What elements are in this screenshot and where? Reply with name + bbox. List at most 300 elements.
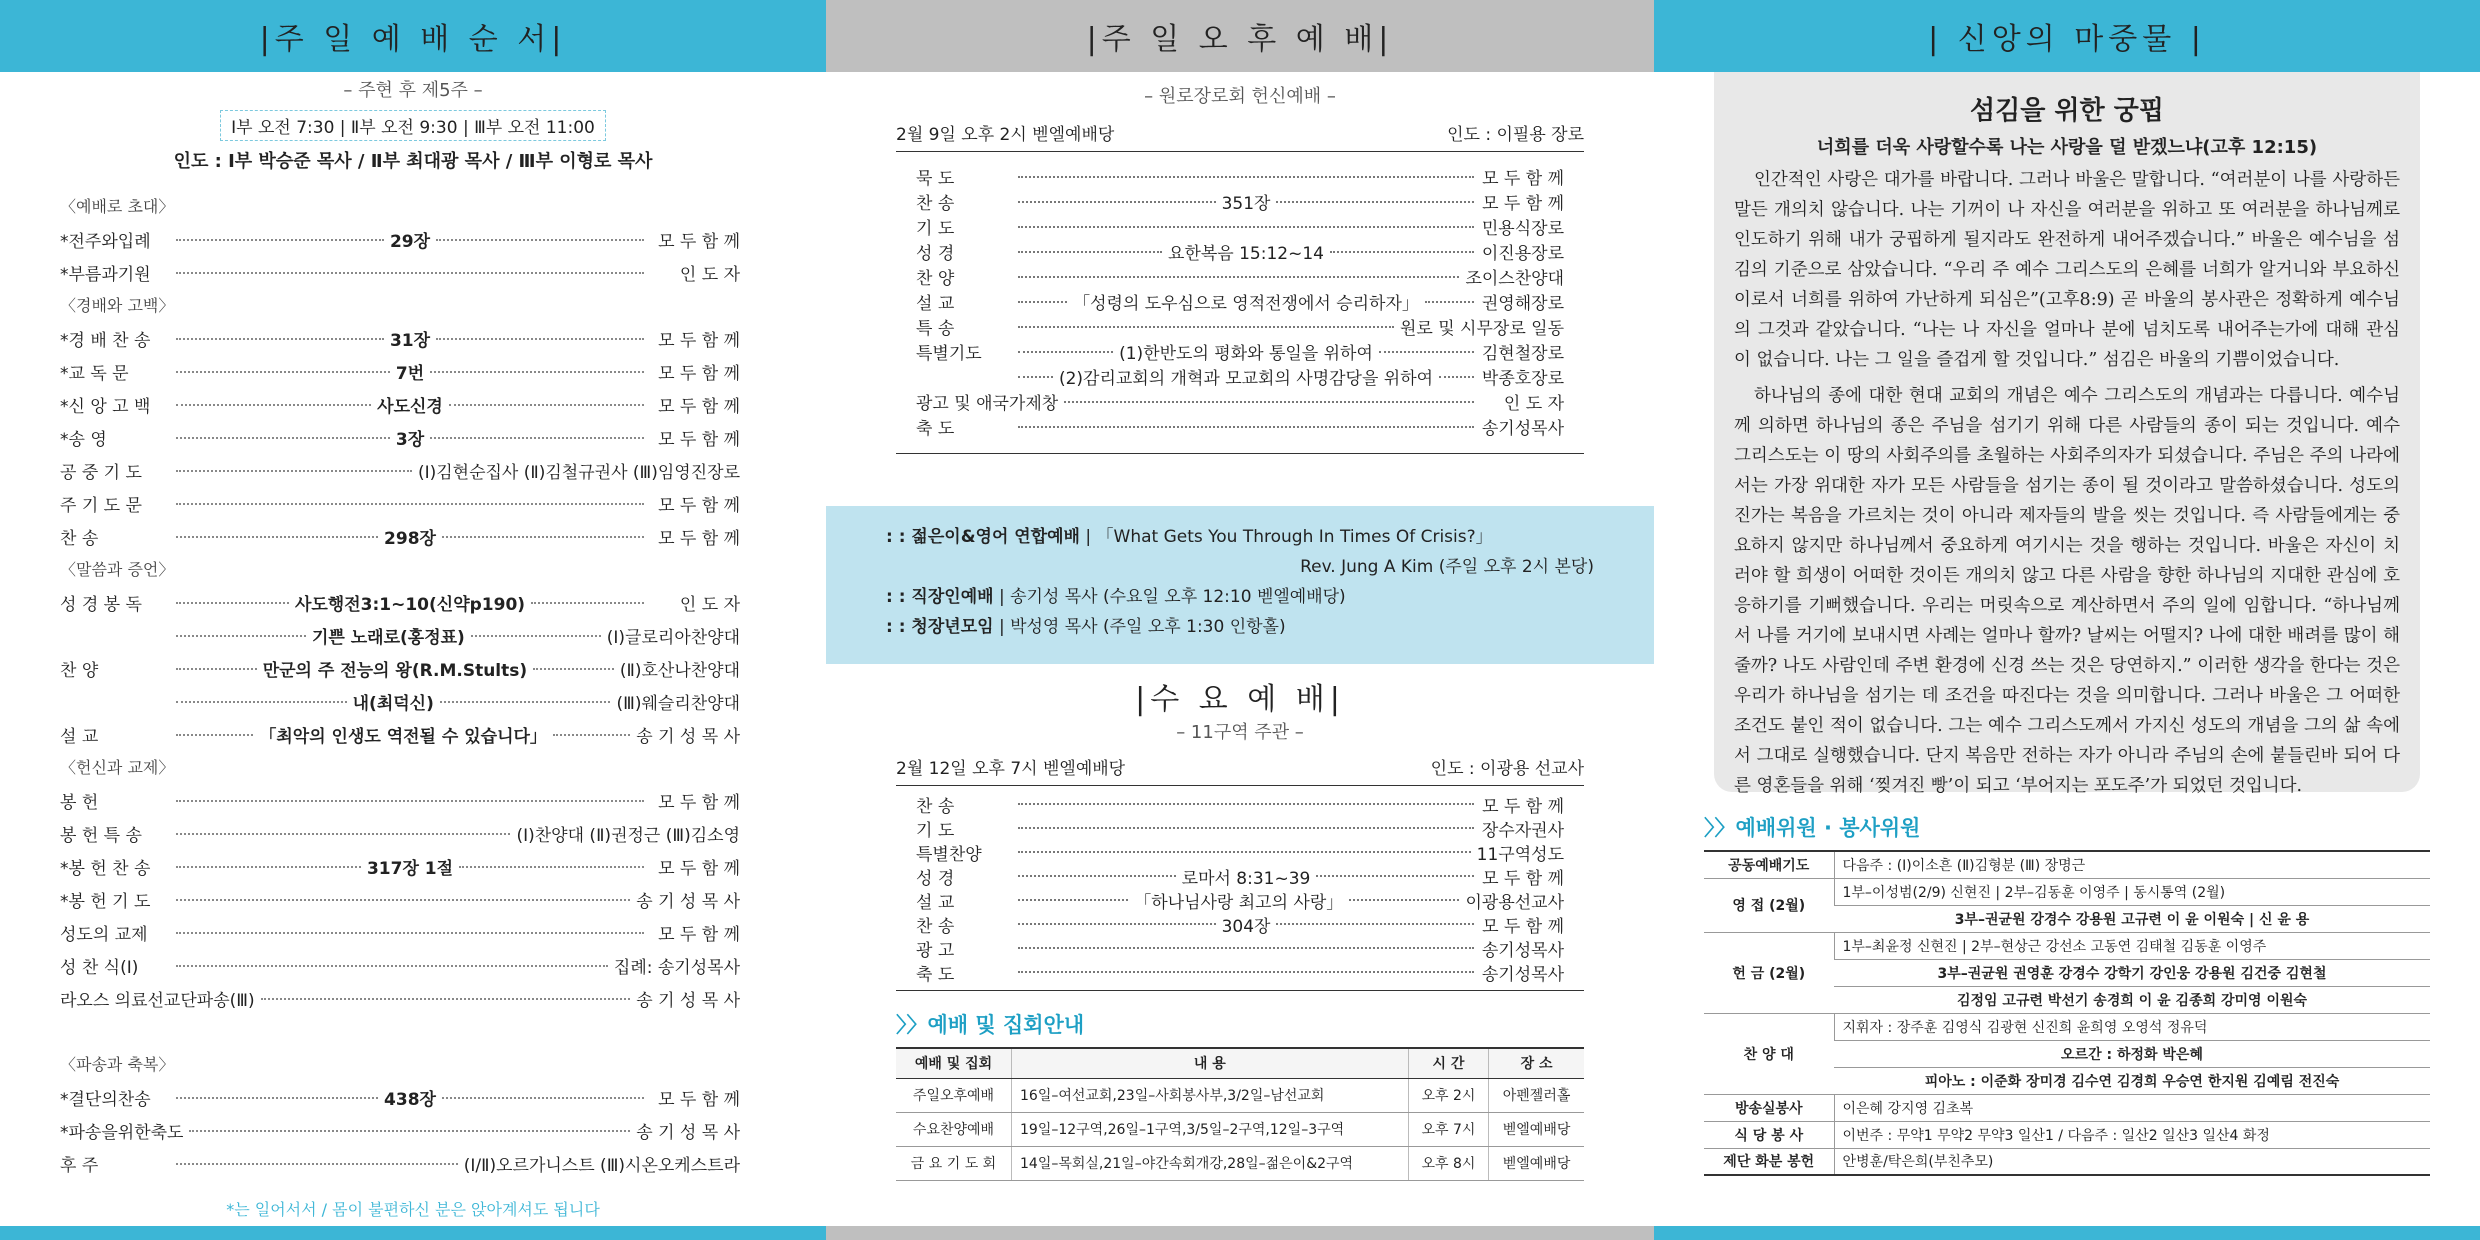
schedule-table (896, 1047, 1584, 1181)
item-detail: 438장 (384, 1090, 436, 1110)
committee-heading: 〉〉예배위원 · 봉사위원 (1704, 816, 1921, 840)
item-name: *부름과기원 (60, 265, 151, 285)
service-item (916, 339, 1564, 364)
service-item (916, 214, 1564, 239)
service-item (60, 784, 740, 817)
table-row (896, 1078, 1584, 1112)
item-name: 찬 양 (60, 661, 99, 681)
leader-dots (176, 932, 644, 934)
table-cell: 14일–목회실,21일–야간속회개강,28일–젊은이&2구역 (1012, 1146, 1409, 1180)
item-name: *봉 헌 기 도 (60, 892, 151, 912)
item-leader: 송기성목사 (1481, 964, 1564, 985)
leader-dots (1018, 201, 1216, 203)
leader-dots (1018, 176, 1474, 178)
service-item (916, 164, 1564, 189)
item-leader: 모 두 함 께 (658, 529, 741, 549)
item-leader: 인 도 자 (679, 595, 740, 615)
leader-dots (176, 965, 608, 967)
item-leader: 모 두 함 께 (658, 232, 740, 252)
item-leader: (Ⅰ/Ⅱ)오르가니스트 (Ⅲ)시온오케스트라 (463, 1156, 740, 1176)
item-name: 후 주 (60, 1156, 99, 1176)
leader-dots (442, 1097, 644, 1099)
article-paragraph: 인간적인 사랑은 대가를 바랍니다. 그러나 바울은 말합니다. “여러분이 나를 사랑하든 말든 개의치 않습니다. 나는 기꺼이 나 자신을 여러분을 위하고 또 여러분을 하나님께로 인도하기 위해 내가 궁핍하게 될지라도 완전하게 내어주겠습니다.” 바울은 예수님을 섬김의 기준으로 삼았습니다. “우리 주 예수 그리스도의 은혜를 너희가 알거니와 부요하신 이로서 너희를 위하여 가난하게 되심은”(고후8:9) 곧 바울의 봉사관은 정확하게 예수님의 그것과 같았습니다. “나는 나 자신을 얼마나 분에 넘치도록 내어주는가에 대해 관심이 없습니다. 나는 그 일을 즐겁게 할 것입니다.” 섬김은 바울의 기쁨이었습니다. (1734, 170, 2400, 370)
committee-members: 3부–권균원 권영훈 강경수 강학기 강인웅 강용원 김건중 김현철 (1834, 959, 2430, 986)
table-cell: 벧엘예배당 (1489, 1146, 1584, 1180)
item-name: *경 배 찬 송 (60, 331, 151, 351)
item-detail: 「성령의 도우심으로 영적전쟁에서 승리하자」 (1073, 294, 1419, 314)
item-leader: 원로 및 시무장로 일동 (1399, 319, 1564, 339)
service-item (60, 454, 740, 487)
committee-label: 공동예배기도 (1704, 851, 1834, 878)
item-leader: 집례: 송기성목사 (613, 958, 740, 978)
service-item (60, 322, 740, 355)
wednesday-header (896, 754, 1584, 786)
item-name: 설 교 (916, 294, 955, 314)
leader-dots (261, 998, 631, 1000)
item-leader: 김현철장로 (1481, 344, 1564, 364)
committee-members: 김정임 고규련 박선기 송경희 이 윤 김종희 강미영 이원숙 (1834, 986, 2430, 1013)
table-cell: 16일–여선교회,23일–사회봉사부,3/2일–남선교회 (1012, 1078, 1409, 1112)
item-detail: 요한복음 15:12~14 (1168, 244, 1324, 264)
item-leader: 인 도 자 (679, 265, 740, 285)
leader-dots (1349, 899, 1459, 901)
afternoon-subtitle: – 원로장로회 헌신예배 – (1144, 86, 1336, 107)
leader-dots (1018, 351, 1113, 353)
section-heading: 〈헌신과 교제〉 (60, 758, 175, 777)
devotional-article (1714, 72, 2420, 796)
item-detail: 31장 (389, 331, 431, 351)
table-cell: 금 요 기 도 회 (896, 1146, 1012, 1180)
leader-dots (1379, 351, 1474, 353)
spacer (60, 1015, 740, 1048)
service-item (60, 916, 740, 949)
leader-dots (1276, 201, 1474, 203)
item-leader: 이광용선교사 (1465, 892, 1565, 913)
item-name: *봉 헌 찬 송 (60, 859, 151, 879)
item-leader: 송 기 성 목 사 (636, 892, 740, 912)
service-item (60, 685, 740, 718)
schedule-heading: 〉〉예배 및 집회안내 (896, 1013, 1085, 1037)
notice-name: : : 젊은이&영어 연합예배 (886, 527, 1080, 547)
notice-text: | 「What Gets You Through In Times Of Crisis?」 (1079, 527, 1493, 547)
item-name: 묵 도 (916, 169, 955, 189)
service-item (60, 850, 740, 883)
item-name: *교 독 문 (60, 364, 129, 384)
leader-dots (176, 833, 510, 835)
item-detail: 304장 (1221, 916, 1271, 937)
item-name: 주 기 도 문 (60, 496, 142, 516)
article-paragraph: 하나님의 종에 대한 현대 교회의 개념은 예수 그리스도의 개념과는 다릅니다. 예수님께 의하면 하나님의 종은 주님을 섬기기 위해 다른 사람들의 종이 되는 것입니다. 예수 그리스도는 이 땅의 사회주의를 초월하는 사회주의자가 되셨습니다. 주님은 주의 나라에서는 가장 위대한 자가 모든 사람들을 섬기는 종이 될 것이라고 말씀하셨습니다. 성도의 진가는 복음을 가르치는 것이 아니라 제자들의 발을 씻는 것입니다. 즉 사람들에게는 중요하지 않지만 하나님께서 중요하게 여기시는 것을 행하는 것입니다. 바울은 자신이 치러야 할 희생이 어떠한 것이든 개의치 않고 다른 사람을 향한 하나님의 지대한 관심에 호응하기를 기뻐했습니다. 우리는 머릿속으로 계산하면서 주의 일에 임합니다. “하나님께서 나를 거기에 보내시면 사례는 얼마나 할까? 날씨는 어떨지? 나에 대한 배려를 많이 해줄까? 나도 사람인데 주변 환경에 신경 쓰는 것은 당연하지.” 이러한 생각을 한다는 것은 우리가 하나님을 섬기는 데 조건을 따진다는 것을 의미합니다. 그러나 바울은 그 어떠한 조건도 붙인 적이 없습니다. 그는 예수 그리스도께서 가지신 성도의 개념을 그의 삶 속에서 그대로 실행했습니다. 단지 복음만 전하는 자가 아니라 주님의 손에 붙들린바 되어 다른 영혼들을 위해 ‘찢겨진 빵’이 되고 ‘부어지는 포도주’가 되었던 것입니다. (1734, 386, 2400, 796)
service-item (60, 586, 740, 619)
committee-label: 방송실봉사 (1704, 1094, 1834, 1121)
item-leader: (Ⅰ)찬양대 (Ⅱ)권정근 (Ⅲ)김소영 (516, 826, 740, 846)
item-leader: 송 기 성 목 사 (636, 991, 740, 1011)
leader-dots (471, 635, 601, 637)
leader-dots (176, 602, 289, 604)
item-detail: (2)감리교회의 개혁과 모교회의 사명감당을 위하여 (1058, 369, 1434, 389)
item-leader: 권영해장로 (1481, 294, 1564, 314)
item-leader: 모 두 함 께 (1482, 194, 1564, 214)
table-row (1704, 1121, 2430, 1148)
item-leader: 11구역성도 (1476, 844, 1564, 865)
wednesday-date: 2월 12일 오후 7시 벧엘예배당 (896, 759, 1126, 779)
leader-dots (176, 272, 644, 274)
item-name: 봉 헌 특 송 (60, 826, 142, 846)
notice-item (886, 612, 1594, 642)
sunday-worship-subtitle: – 주현 후 제5주 – (343, 80, 483, 101)
item-name: 찬 송 (916, 194, 955, 214)
leader-dots (176, 1163, 458, 1165)
item-name: *전주와입례 (60, 232, 151, 252)
committee-label: 헌 금 (2월) (1704, 932, 1834, 1013)
committee-members: 오르간 : 하정화 박은혜 (1834, 1040, 2430, 1067)
service-item (60, 982, 740, 1015)
committee-members: 다음주 : (Ⅰ)이소흔 (Ⅱ)김형분 (Ⅲ) 장명근 (1834, 851, 2430, 878)
item-name: 축 도 (916, 419, 955, 439)
section-heading: 〈파송과 축복〉 (60, 1055, 175, 1074)
service-item (916, 888, 1564, 912)
committee-label: 찬 양 대 (1704, 1013, 1834, 1094)
leader-dots (1018, 851, 1471, 853)
item-name: 특별기도 (916, 344, 982, 364)
table-row (896, 1146, 1584, 1180)
table-cell: 수요찬양예배 (896, 1112, 1012, 1146)
leader-dots (176, 734, 253, 736)
wednesday-leader: 인도 : 이광용 선교사 (1430, 759, 1584, 779)
wednesday-service-box (826, 664, 1654, 1226)
item-leader: 조이스찬양대 (1465, 269, 1564, 289)
notice-item (886, 582, 1594, 612)
section-heading: 〈경배와 고백〉 (60, 296, 175, 315)
leader-dots (442, 536, 644, 538)
table-cell: 19일–12구역,26일–1구역,3/5일–2구역,12일–3구역 (1012, 1112, 1409, 1146)
afternoon-leader: 인도 : 이필용 장로 (1447, 125, 1584, 145)
afternoon-service-box (826, 72, 1654, 506)
item-leader: (Ⅰ)김현순집사 (Ⅱ)김철규권사 (Ⅲ)임영진장로 (417, 463, 740, 483)
section-heading: 〈예배로 초대〉 (60, 197, 175, 216)
item-leader: 모 두 함 께 (658, 397, 741, 417)
committee-members: 3부–권균원 강경수 강용원 고규련 이 윤 이원숙 | 신 윤 용 (1834, 905, 2430, 932)
item-name: 성 경 (916, 244, 955, 264)
item-detail: 317장 1절 (366, 859, 454, 879)
leader-dots (449, 404, 644, 406)
item-detail: 298장 (384, 529, 436, 549)
afternoon-order (896, 152, 1584, 454)
item-name: 성 경 봉 독 (60, 595, 142, 615)
item-detail: 사도신경 (377, 397, 443, 417)
item-leader: 모 두 함 께 (658, 925, 740, 945)
item-detail: 사도행전3:1~10(신약p190) (294, 595, 526, 615)
leader-dots (1018, 426, 1474, 428)
leader-dots (189, 1130, 630, 1132)
item-leader: (Ⅲ)웨슬리찬양대 (616, 694, 741, 714)
faith-panel (1654, 0, 2480, 1240)
service-item (916, 816, 1564, 840)
item-name: 라오스 의료선교단파송(Ⅲ) (60, 991, 255, 1011)
item-leader: 송 기 성 목 사 (636, 727, 741, 747)
leader-dots (176, 1097, 378, 1099)
leader-dots (176, 536, 378, 538)
leader-dots (1018, 226, 1474, 228)
leader-dots (176, 701, 347, 703)
item-leader: (Ⅰ)글로리아찬양대 (606, 628, 741, 648)
leader-dots (531, 602, 644, 604)
item-name: 성 경 (916, 868, 955, 889)
leader-dots (533, 668, 614, 670)
service-item (60, 487, 740, 520)
service-item (60, 718, 740, 751)
service-item (916, 960, 1564, 984)
committee-members: 지휘자 : 장주훈 김영식 김광현 신진희 윤희영 오영석 정유덕 (1834, 1013, 2430, 1040)
item-leader: 모 두 함 께 (658, 793, 740, 813)
afternoon-date: 2월 9일 오후 2시 벧엘예배당 (896, 125, 1115, 145)
item-leader: 모 두 함 께 (1482, 169, 1564, 189)
section-heading: 〈말씀과 증언〉 (60, 560, 175, 579)
item-leader: 모 두 함 께 (658, 1090, 741, 1110)
service-item (916, 289, 1564, 314)
leader-dots (1064, 401, 1474, 403)
notice-text: Rev. Jung A Kim (주일 오후 2시 본당) (1300, 557, 1594, 577)
leader-dots (176, 371, 390, 373)
service-item (60, 388, 740, 421)
notice-text: | 송기성 목사 (수요일 오후 12:10 벧엘예배당) (993, 587, 1346, 607)
leader-dots (1018, 923, 1216, 925)
wednesday-order (896, 786, 1584, 991)
item-name: 기 도 (916, 820, 955, 841)
item-leader: 모 두 함 께 (1482, 796, 1564, 817)
item-name: 봉 헌 (60, 793, 99, 813)
committee-members: 안병훈/탁은희(부친추모) (1834, 1148, 2430, 1175)
service-item (916, 936, 1564, 960)
notice-name: : : 청장년모임 (886, 617, 994, 637)
order-of-service (60, 190, 740, 1180)
leader-dots (553, 734, 630, 736)
item-detail: 3장 (395, 430, 425, 450)
item-name: 성도의 교제 (60, 925, 148, 945)
notice-name: : : 직장인예배 (886, 587, 994, 607)
item-leader: 박종호장로 (1481, 369, 1565, 389)
item-name: 특 송 (916, 319, 955, 339)
footer-bar (1654, 1226, 2480, 1240)
notice-text: | 박성영 목사 (주일 오후 1:30 인항홀) (993, 617, 1286, 637)
item-leader: 모 두 함 께 (1482, 916, 1564, 937)
leader-dots (1018, 251, 1162, 253)
item-detail: 351장 (1221, 194, 1271, 214)
leader-dots (459, 866, 644, 868)
afternoon-header (896, 120, 1584, 152)
leader-dots (1018, 827, 1474, 829)
leader-dots (176, 635, 306, 637)
service-item (916, 840, 1564, 864)
leader-dots (176, 404, 371, 406)
item-detail: (1)한반도의 평화와 통일을 위하여 (1119, 344, 1373, 364)
leader-dots (1018, 276, 1459, 278)
leader-dots (436, 239, 644, 241)
item-leader: 송기성목사 (1481, 940, 1564, 961)
service-item (60, 1147, 740, 1180)
service-item (916, 364, 1564, 389)
table-header: 예배 및 집회 (896, 1048, 1012, 1078)
wednesday-subtitle: – 11구역 주관 – (1176, 722, 1304, 743)
leader-dots (176, 668, 257, 670)
service-item (60, 421, 740, 454)
afternoon-worship-title: |주 일 오 후 예 배| (826, 0, 1654, 72)
service-item (916, 314, 1564, 339)
item-leader: 모 두 함 께 (658, 364, 741, 384)
item-leader: 모 두 함 께 (658, 430, 741, 450)
wednesday-title: |수 요 예 배| (1135, 682, 1345, 717)
faith-title: | 신앙의 마중물 | (1654, 0, 2480, 72)
table-cell: 오후 8시 (1408, 1146, 1488, 1180)
article-title: 섬김을 위한 궁핍 (1970, 96, 2164, 126)
committee-section (1704, 812, 2430, 1176)
item-name: 설 교 (60, 727, 99, 747)
leader-dots (1018, 899, 1128, 901)
committee-label: 제단 화분 봉헌 (1704, 1148, 1834, 1175)
item-detail: 내(최덕신) (352, 694, 434, 714)
service-item (60, 817, 740, 850)
service-item (60, 619, 740, 652)
item-detail: 「하나님사랑 최고의 사랑」 (1134, 892, 1344, 913)
leader-dots (436, 338, 644, 340)
leader-dots (1018, 376, 1053, 378)
leader-dots (1316, 875, 1474, 877)
committee-members: 1부–최윤정 신현진 | 2부–현상근 강선소 고동연 김태철 김동훈 이영주 (1834, 932, 2430, 959)
item-name: 공 중 기 도 (60, 463, 142, 483)
item-name: 축 도 (916, 964, 955, 985)
item-detail: 만군의 주 전능의 왕(R.M.Stults) (262, 661, 528, 681)
committee-label: 식 당 봉 사 (1704, 1121, 1834, 1148)
item-name: 찬 송 (60, 529, 99, 549)
leader-dots (1330, 251, 1474, 253)
table-cell: 아펜젤러홀 (1489, 1078, 1584, 1112)
leader-dots (176, 437, 390, 439)
leader-dots (1439, 376, 1474, 378)
leader-dots (1018, 301, 1067, 303)
item-name: 기 도 (916, 219, 955, 239)
leader-dots (1018, 947, 1474, 949)
leader-dots (176, 338, 384, 340)
service-item (916, 189, 1564, 214)
notice-box (826, 506, 1654, 664)
service-item (916, 414, 1564, 439)
item-name: *파송을위한축도 (60, 1123, 184, 1143)
leader-dots (1276, 923, 1474, 925)
service-item (916, 792, 1564, 816)
service-item (60, 883, 740, 916)
item-leader: 모 두 함 께 (1482, 868, 1565, 889)
table-row (1704, 1013, 2430, 1040)
committee-label: 영 접 (2월) (1704, 878, 1834, 932)
footer-bar (826, 1226, 1654, 1240)
leader-dots (176, 866, 361, 868)
service-item (916, 389, 1564, 414)
item-name: 광고 및 애국가제창 (916, 394, 1059, 414)
leader-dots (176, 239, 384, 241)
leader-dots (430, 371, 644, 373)
table-row (1704, 932, 2430, 959)
table-row (896, 1112, 1584, 1146)
item-detail: 「최악의 인생도 역전될 수 있습니다」 (259, 727, 547, 747)
item-leader: 송 기 성 목 사 (636, 1123, 740, 1143)
leader-dots (440, 701, 611, 703)
table-row (1704, 878, 2430, 905)
standing-note: *는 일어서서 / 몸이 불편하신 분은 앉아계셔도 됩니다 (226, 1200, 600, 1219)
item-detail: 7번 (395, 364, 425, 384)
committee-members: 1부–이성범(2/9) 신현진 | 2부–김동훈 이영주 | 동시통역 (2월) (1834, 878, 2430, 905)
sunday-worship-panel (0, 0, 826, 1240)
service-item (916, 239, 1564, 264)
item-name: *송 영 (60, 430, 107, 450)
item-name: 찬 양 (916, 269, 955, 289)
table-header: 장 소 (1489, 1048, 1584, 1078)
item-leader: 모 두 함 께 (658, 496, 740, 516)
leader-dots (1018, 875, 1176, 877)
service-item (60, 256, 740, 289)
table-cell: 오후 7시 (1408, 1112, 1488, 1146)
leader-dots (430, 437, 644, 439)
table-cell: 벧엘예배당 (1489, 1112, 1584, 1146)
table-header: 시 간 (1408, 1048, 1488, 1078)
item-leader: 모 두 함 께 (658, 859, 741, 879)
service-item (60, 652, 740, 685)
service-item (916, 912, 1564, 936)
table-row (1704, 1148, 2430, 1175)
item-name: *신 앙 고 백 (60, 397, 151, 417)
leader-dots (1425, 301, 1474, 303)
service-item (60, 1114, 740, 1147)
item-leader: 장수자권사 (1481, 820, 1564, 841)
service-leaders: 인도 : Ⅰ부 박승준 목사 / Ⅱ부 최대광 목사 / Ⅲ부 이형로 목사 (173, 151, 653, 172)
item-leader: 인 도 자 (1503, 394, 1564, 414)
service-item (60, 1081, 740, 1114)
item-leader: 민용식장로 (1481, 219, 1564, 239)
leader-dots (176, 800, 644, 802)
committee-members: 이번주 : 무약1 무약2 무약3 일산1 / 다음주 : 일산2 일산3 일산4 화정 (1834, 1121, 2430, 1148)
table-header: 내 용 (1012, 1048, 1409, 1078)
item-leader: 송기성목사 (1481, 419, 1564, 439)
leader-dots (1018, 326, 1394, 328)
service-times: Ⅰ부 오전 7:30 | Ⅱ부 오전 9:30 | Ⅲ부 오전 11:00 (220, 110, 606, 141)
article-verse: 너희를 더욱 사랑할수록 나는 사랑을 덜 받겠느냐(고후 12:15) (1816, 137, 2318, 158)
table-row (1704, 851, 2430, 878)
footer-bar (0, 1226, 826, 1240)
committee-members: 이은혜 강지영 김초복 (1834, 1094, 2430, 1121)
leader-dots (176, 899, 630, 901)
item-name: 성 찬 식(Ⅰ) (60, 958, 139, 978)
sunday-worship-title: |주 일 예 배 순 서| (0, 0, 826, 72)
item-detail: 기쁜 노래로(홍정표) (311, 628, 465, 648)
leader-dots (1018, 803, 1474, 805)
committee-members: 피아노 : 이준화 장미경 김수연 김경희 우승연 한지원 김예림 전진숙 (1834, 1067, 2430, 1094)
table-cell: 오후 2시 (1408, 1078, 1488, 1112)
item-leader: 모 두 함 께 (658, 331, 740, 351)
afternoon-worship-panel (826, 0, 1654, 1240)
item-detail: 로마서 8:31~39 (1181, 868, 1311, 889)
leader-dots (176, 503, 644, 505)
leader-dots (176, 470, 412, 472)
item-detail: 29장 (389, 232, 431, 252)
service-item (60, 355, 740, 388)
service-item (916, 264, 1564, 289)
notice-item (886, 522, 1594, 552)
table-cell: 주일오후예배 (896, 1078, 1012, 1112)
item-name: 특별찬양 (916, 844, 982, 865)
item-name: 설 교 (916, 892, 955, 913)
service-item (60, 223, 740, 256)
item-leader: (Ⅱ)호산나찬양대 (619, 661, 741, 681)
table-row (1704, 1094, 2430, 1121)
